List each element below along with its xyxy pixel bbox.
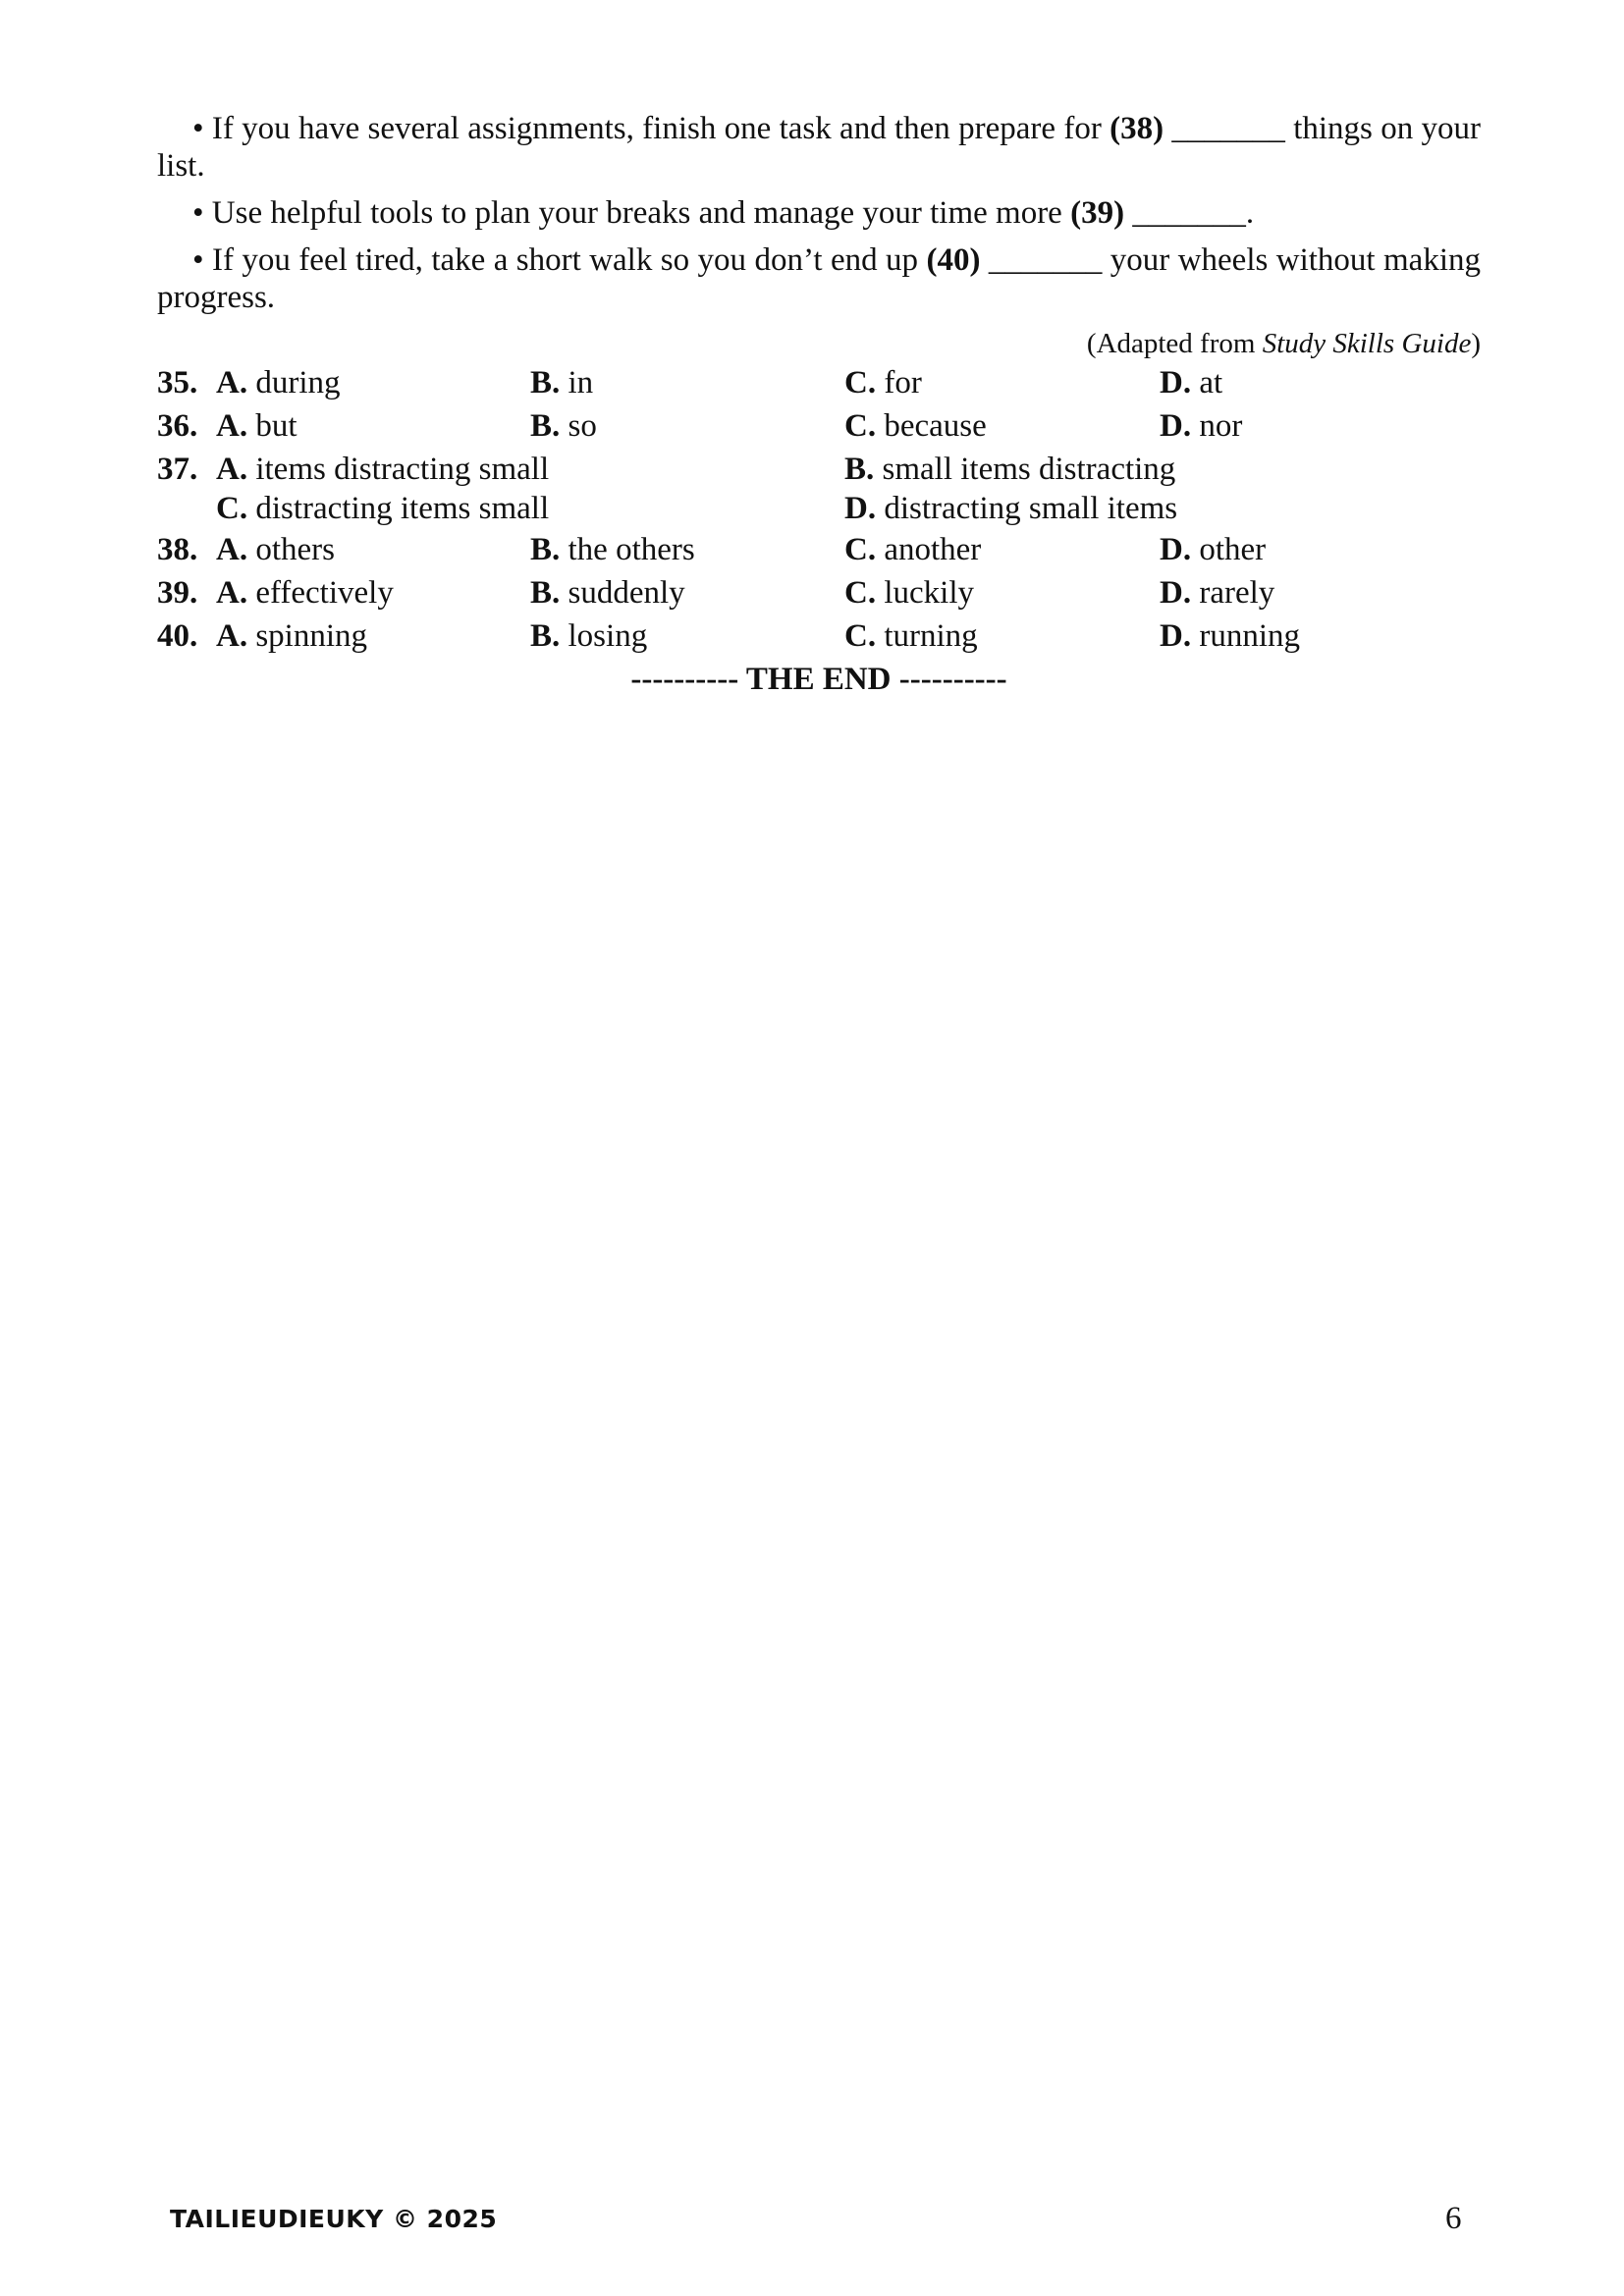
source-suffix: ) [1471,328,1481,359]
option-key: A. [216,618,248,654]
passage-bullet-38 [157,110,1481,185]
option-text: running [1199,618,1301,654]
bullet-text: • If you have several assignments, finish one task and then prepare for [192,111,1110,146]
question-number: 36. [157,408,198,444]
option-key: D. [844,491,877,526]
option-key: A. [216,575,248,611]
option-b[interactable] [530,571,685,614]
option-text: rarely [1199,575,1275,611]
blank-number: (38) [1110,111,1164,146]
option-key: B. [530,532,561,567]
option-text: turning [884,618,978,654]
option-b[interactable] [530,404,597,448]
option-b[interactable] [844,448,1175,491]
option-text: suddenly [568,575,685,611]
source-title: Study Skills Guide [1262,328,1472,359]
passage-source [157,326,1481,361]
option-b[interactable] [530,614,647,658]
option-key: A. [216,532,248,567]
question-number: 37. [157,452,198,487]
option-d[interactable] [1160,404,1242,448]
option-d[interactable] [844,487,1177,530]
option-key: D. [1160,618,1192,654]
footer-brand: TAILIEUDIEUKY © 2025 [170,2205,498,2233]
option-key: D. [1160,575,1192,611]
question-37 [157,448,1481,528]
option-text: other [1199,532,1267,567]
question-number: 35. [157,365,198,400]
option-a[interactable] [216,404,298,448]
option-text: in [568,365,594,400]
option-text: luckily [884,575,974,611]
option-c[interactable] [216,487,549,530]
option-text: others [255,532,335,567]
option-b[interactable] [530,361,593,404]
option-text: another [884,532,982,567]
page-number: 6 [1445,2201,1462,2236]
option-a[interactable] [216,448,549,491]
option-key: A. [216,408,248,444]
option-text: losing [568,618,648,654]
question-number: 39. [157,575,198,611]
option-key: C. [844,408,877,444]
option-key: B. [530,618,561,654]
option-key: B. [530,408,561,444]
blank-number: (40) [926,242,981,278]
bullet-text: • Use helpful tools to plan your breaks and manage your time more [192,195,1071,231]
option-key: B. [844,452,875,487]
option-key: C. [844,575,877,611]
option-key: D. [1160,365,1192,400]
source-prefix: (Adapted from [1086,328,1263,359]
bullet-text: _______ your wheels without making progress. [157,242,1482,315]
option-a[interactable] [216,361,341,404]
end-marker: ---------- THE END ---------- [630,662,1007,697]
option-c[interactable] [844,528,981,571]
option-text: small items distracting [882,452,1176,487]
option-key: C. [844,365,877,400]
option-c[interactable] [844,361,922,404]
option-key: B. [530,365,561,400]
option-c[interactable] [844,614,978,658]
option-text: distracting items small [255,491,550,526]
option-a[interactable] [216,571,394,614]
option-c[interactable] [844,404,987,448]
option-text: distracting small items [884,491,1178,526]
option-d[interactable] [1160,528,1266,571]
option-key: D. [1160,408,1192,444]
option-d[interactable] [1160,614,1300,658]
question-number: 40. [157,618,198,654]
option-text: for [884,365,922,400]
option-text: spinning [255,618,368,654]
bullet-text: _______. [1124,195,1255,231]
option-key: A. [216,365,248,400]
option-a[interactable] [216,614,367,658]
bullet-text: • If you feel tired, take a short walk so you don’t end up [192,242,927,278]
option-key: B. [530,575,561,611]
option-d[interactable] [1160,361,1222,404]
passage-bullet-40 [157,241,1481,316]
option-text: effectively [255,575,394,611]
passage-bullet-39 [157,194,1481,232]
option-d[interactable] [1160,571,1274,614]
option-text: nor [1199,408,1243,444]
option-text: because [884,408,987,444]
option-text: at [1199,365,1223,400]
option-text: items distracting small [255,452,550,487]
question-36 [157,404,1481,448]
option-key: C. [844,618,877,654]
option-key: A. [216,452,248,487]
option-a[interactable] [216,528,335,571]
option-text: so [568,408,597,444]
option-c[interactable] [844,571,974,614]
page-content [157,110,1481,701]
option-text: during [255,365,341,400]
question-40 [157,614,1481,658]
option-text: the others [568,532,695,567]
option-key: D. [1160,532,1192,567]
question-number: 38. [157,532,198,567]
option-text: but [255,408,298,444]
question-39 [157,571,1481,614]
option-key: C. [216,491,248,526]
blank-number: (39) [1070,195,1125,231]
option-b[interactable] [530,528,695,571]
bullet-text: _______ things on your list. [157,111,1481,184]
question-35 [157,361,1481,404]
option-key: C. [844,532,877,567]
question-38 [157,528,1481,571]
